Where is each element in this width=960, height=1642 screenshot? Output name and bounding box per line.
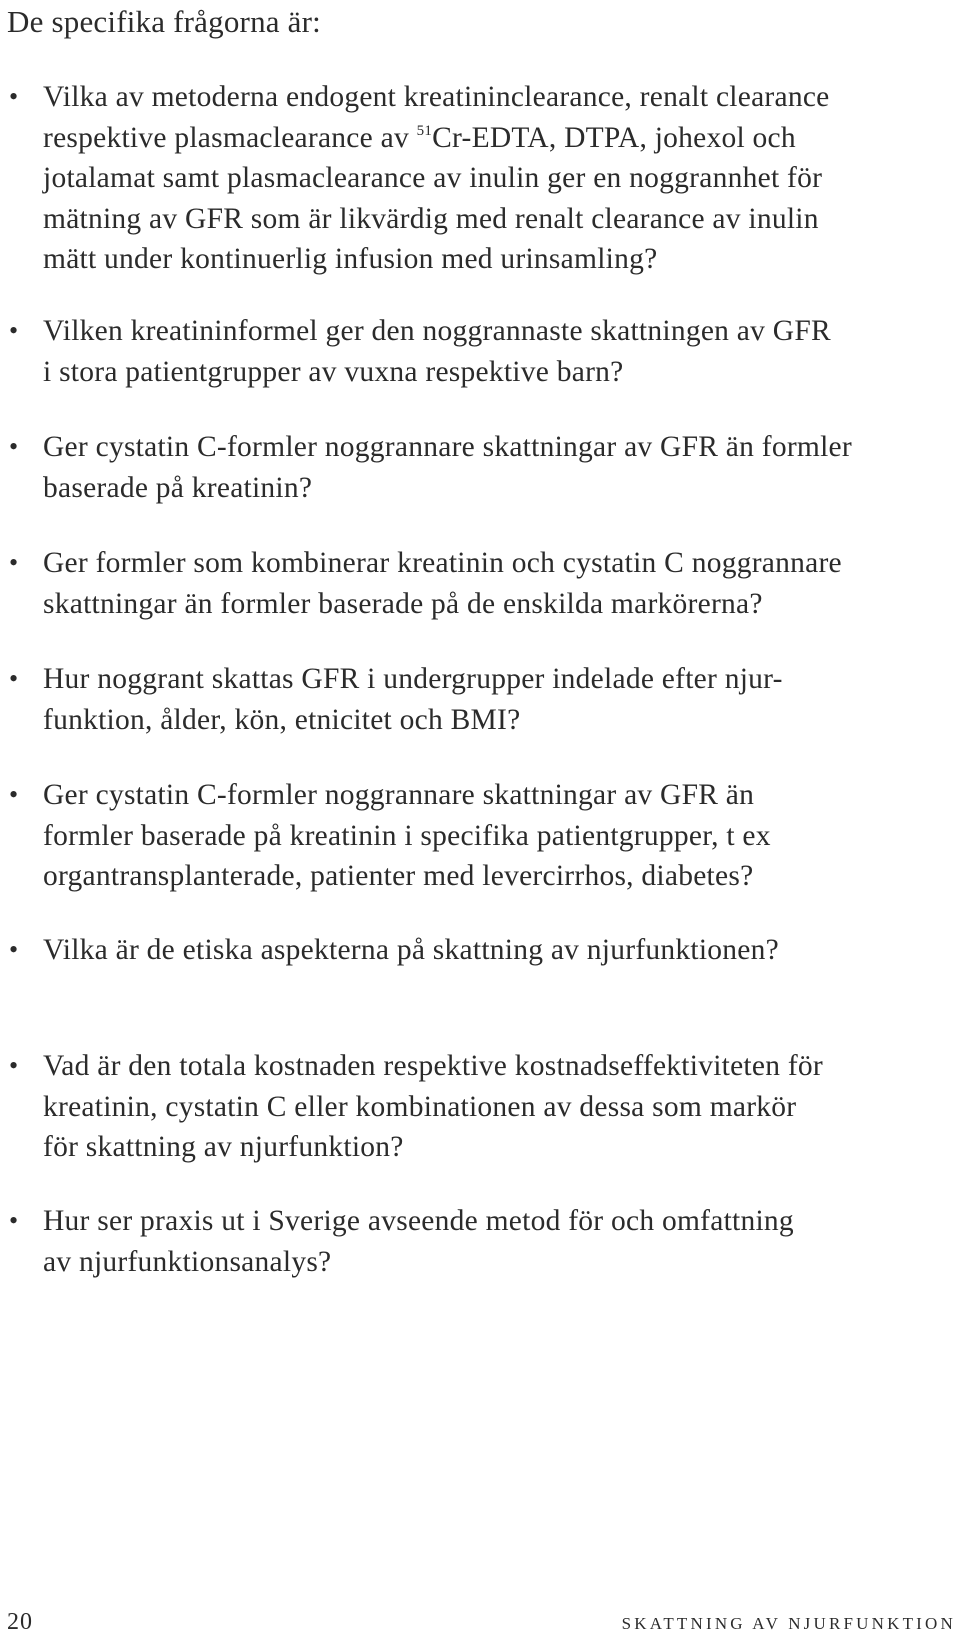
running-title: SKATTNING AV NJURFUNKTION: [621, 1614, 956, 1633]
question-line: baserade på kreatinin?: [43, 471, 313, 504]
question-line: Ger cystatin C-formler noggrannare skattningar av GFR än formler: [43, 431, 852, 463]
bullet-icon: •: [9, 1206, 19, 1235]
question-line: funktion, ålder, kön, etnicitet och BMI?: [43, 703, 521, 736]
question-line: kreatinin, cystatin C eller kombinationen av dessa som markör: [43, 1090, 797, 1123]
question-item: [9, 1046, 948, 1168]
question-line: Hur noggrant skattas GFR i undergrupper indelade efter njur-: [43, 663, 783, 695]
question-line-part: Cr-EDTA, DTPA, johexol och: [432, 121, 796, 154]
intro-heading: De specifika frågorna är:: [7, 4, 321, 39]
question-line: i stora patientgrupper av vuxna respektive barn?: [43, 355, 624, 388]
question-line: Ger cystatin C-formler noggrannare skattningar av GFR än: [43, 779, 755, 811]
question-item: [9, 930, 948, 971]
bullet-icon: •: [9, 432, 19, 461]
question-line: Hur ser praxis ut i Sverige avseende metod för och omfattning: [43, 1205, 794, 1237]
question-item: [9, 427, 948, 508]
bullet-icon: •: [9, 664, 19, 693]
question-item: [9, 1201, 948, 1282]
bullet-icon: •: [9, 935, 19, 964]
bullet-icon: •: [9, 82, 19, 111]
bullet-icon: •: [9, 548, 19, 577]
question-line: [43, 118, 948, 159]
question-line: mätning av GFR som är likvärdig med renalt clearance av inulin: [43, 202, 819, 235]
question-line: Vilka är de etiska aspekterna på skattning av njurfunktionen?: [43, 934, 779, 966]
question-line: Vilka av metoderna endogent kreatininclearance, renalt clearance: [43, 81, 830, 113]
question-line-part: respektive plasmaclearance av: [43, 121, 417, 154]
question-item: [9, 659, 948, 740]
bullet-icon: •: [9, 1051, 19, 1080]
question-line: Vad är den totala kostnaden respektive kostnadseffektiviteten för: [43, 1050, 823, 1082]
question-line: mätt under kontinuerlig infusion med urinsamling?: [43, 243, 658, 275]
bullet-icon: •: [9, 780, 19, 809]
question-line: formler baserade på kreatinin i specifika patientgrupper, t ex: [43, 819, 771, 852]
question-item: [9, 311, 948, 392]
question-line: organtransplanterade, patienter med levercirrhos, diabetes?: [43, 860, 754, 892]
bullet-icon: •: [9, 316, 19, 345]
question-line: skattningar än formler baserade på de enskilda markörerna?: [43, 587, 763, 620]
question-line: av njurfunktionsanalys?: [43, 1245, 332, 1278]
question-item: [9, 77, 948, 280]
question-line: Ger formler som kombinerar kreatinin och cystatin C noggrannare: [43, 547, 842, 579]
question-item: [9, 543, 948, 624]
question-line: jotalamat samt plasmaclearance av inulin ger en noggrannhet för: [43, 162, 823, 194]
isotope-superscript: 51: [416, 122, 433, 139]
question-item: [9, 775, 948, 897]
page-number: 20: [7, 1609, 33, 1635]
question-line: Vilken kreatininformel ger den noggrannaste skattningen av GFR: [43, 315, 831, 347]
question-line: för skattning av njurfunktion?: [43, 1131, 404, 1163]
